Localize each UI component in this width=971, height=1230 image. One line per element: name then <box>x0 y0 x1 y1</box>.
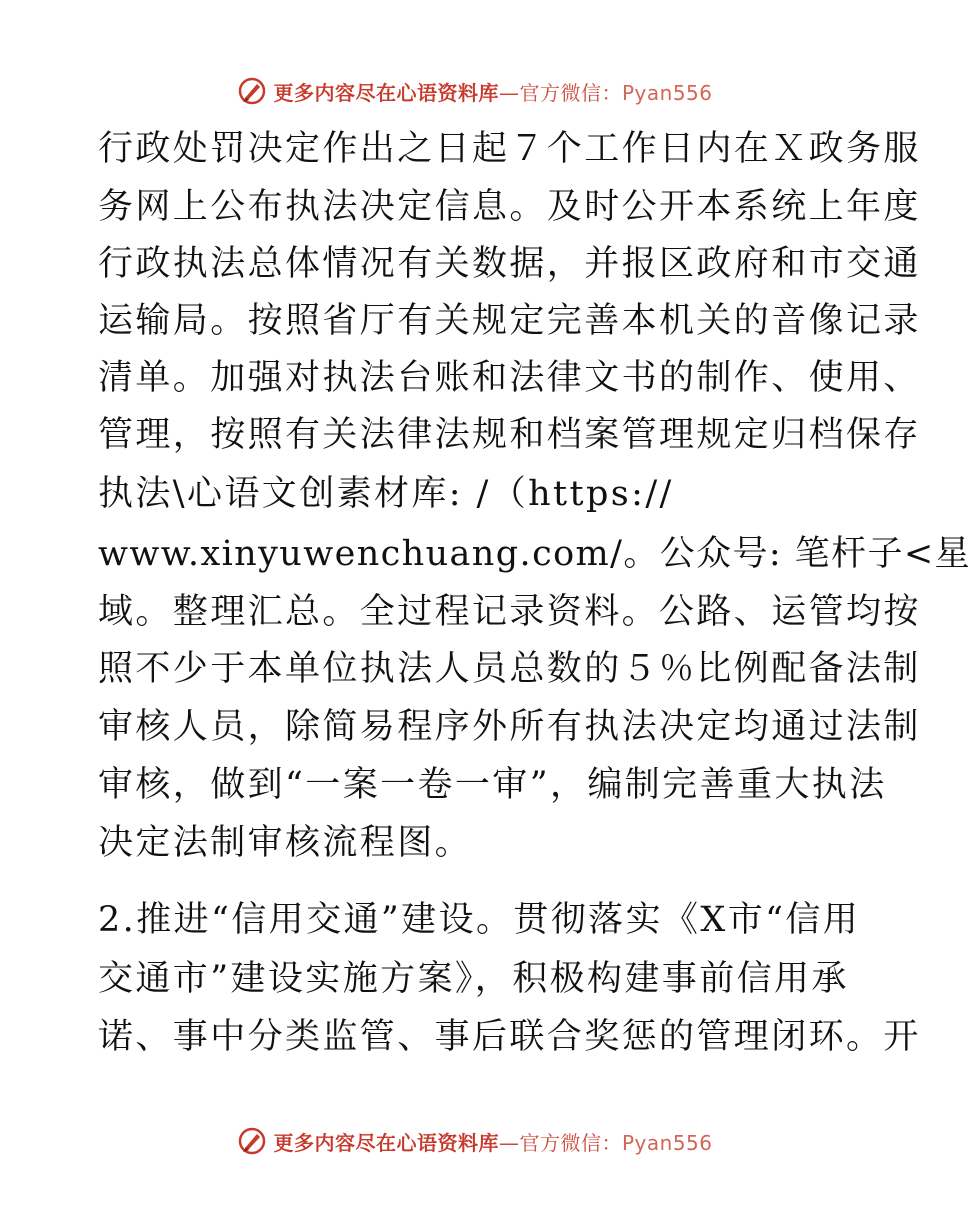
watermark-brand: 更多内容尽在心语资料库 <box>273 1130 499 1155</box>
body-line: 域。整理汇总。全过程记录资料。公路、运管均按 <box>98 592 921 632</box>
watermark-official: 官方微信： <box>519 80 622 105</box>
watermark-text <box>273 1127 712 1156</box>
footer-watermark <box>0 1121 950 1161</box>
body-line: 行政执法总体情况有关数据，并报区政府和市交通 <box>98 244 921 284</box>
watermark-handle: Pyan556 <box>621 80 713 105</box>
watermark-separator: — <box>498 80 520 105</box>
body-line: 审核人员，除简易程序外所有执法决定均通过法制 <box>98 707 921 747</box>
pen-logo-icon <box>237 1126 267 1156</box>
body-line: 决定法制审核流程图。 <box>98 823 473 863</box>
body-line: 务网上公布执法决定信息。及时公开本系统上年度 <box>98 187 921 227</box>
body-line: 管理，按照有关法律法规和档案管理规定归档保存 <box>98 415 921 455</box>
body-line: www.xinyuwenchuang.com/。公众号: 笔杆子<星 <box>98 534 971 574</box>
watermark-brand: 更多内容尽在心语资料库 <box>273 80 499 105</box>
body-line: 交通市”建设实施方案》，积极构建事前信用承 <box>98 959 849 999</box>
body-line: 审核，做到“一案一卷一审”，编制完善重大执法 <box>98 765 887 805</box>
watermark-official: 官方微信： <box>519 1130 622 1155</box>
body-line: 执法\心语文创素材库: /（https:// <box>98 474 674 514</box>
body-line: 诺、事中分类监管、事后联合奖惩的管理闭环。开 <box>98 1017 921 1057</box>
watermark-handle: Pyan556 <box>621 1130 713 1155</box>
watermark-separator: — <box>498 1130 520 1155</box>
body-line: 照不少于本单位执法人员总数的５％比例配备法制 <box>98 649 921 689</box>
body-line: 2.推进“信用交通”建设。贯彻落实《X市“信用 <box>98 900 861 940</box>
body-line: 行政处罚决定作出之日起７个工作日内在Ｘ政务服 <box>98 129 921 169</box>
body-line: 清单。加强对执法台账和法律文书的制作、使用、 <box>98 358 921 398</box>
body-line: 运输局。按照省厅有关规定完善本机关的音像记录 <box>98 301 921 341</box>
